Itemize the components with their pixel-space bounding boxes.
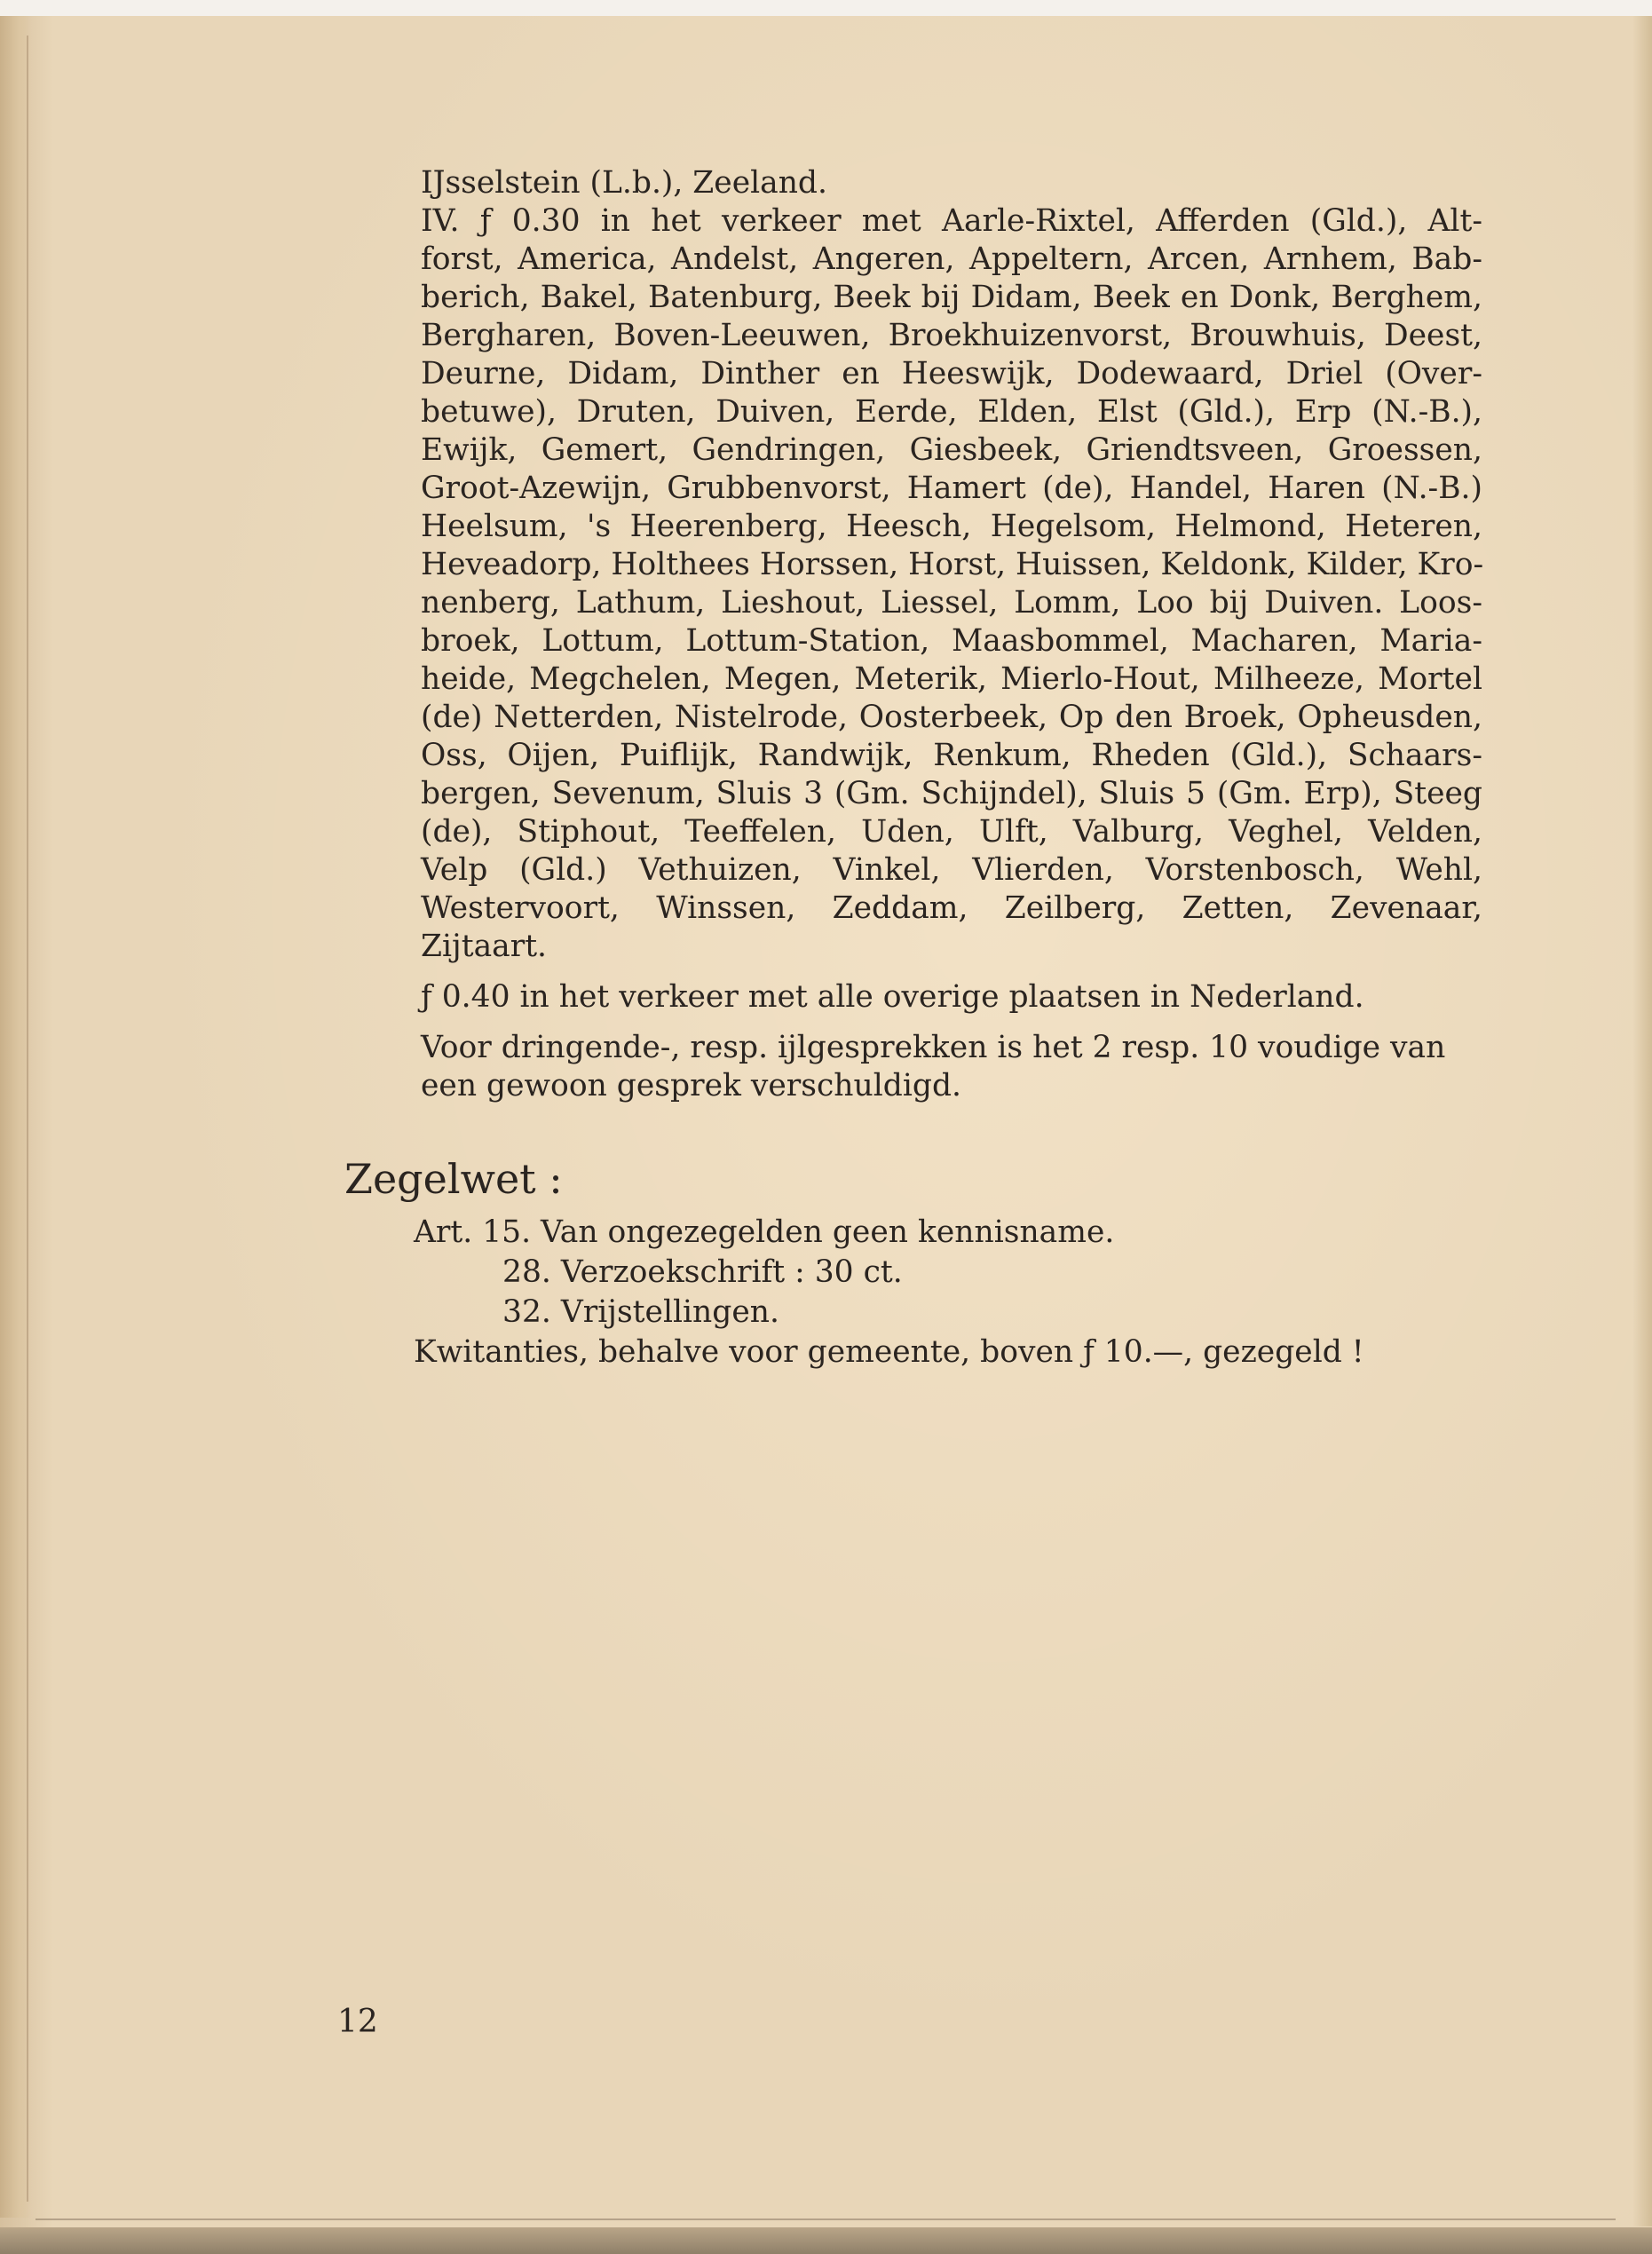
text-line: ƒ 0.40 in het verkeer met alle overige plaatsen in Nederland. [421,979,1364,1015]
text-line: IV. ƒ 0.30 in het verkeer met Aarle-Rixtel, Afferden (Gld.), Alt- [421,203,1482,239]
page-number: 12 [337,2004,378,2040]
text-line: (de), Stiphout, Teeffelen, Uden, Ulft, Valburg, Veghel, Velden, [421,814,1482,850]
binding-crease [27,36,28,2202]
text-line: berich, Bakel, Batenburg, Beek bij Didam, Beek en Donk, Berghem, [421,280,1482,315]
rates-section [421,164,1482,1105]
place-list [421,164,1482,966]
text-line: Heveadorp, Holthees Horssen, Horst, Huissen, Keldonk, Kilder, Kro- [421,547,1484,582]
other-places-paragraph [421,978,1482,1016]
scan-top-margin [0,0,1652,16]
text-line: forst, America, Andelst, Angeren, Appeltern, Arcen, Arnhem, Bab- [421,241,1482,277]
text-line: heide, Megchelen, Megen, Meterik, Mierlo-Hout, Milheeze, Mortel [421,661,1482,697]
text-line: Ewijk, Gemert, Gendringen, Giesbeek, Griendtsveen, Groessen, [421,432,1482,468]
text-line: broek, Lottum, Lottum-Station, Maasbommel, Macharen, Maria- [421,623,1482,659]
article-line: 32. Vrijstellingen. [502,1294,779,1330]
zegelwet-articles [414,1213,1479,1372]
text-line: nenberg, Lathum, Lieshout, Liessel, Lomm, Loo bij Duiven. Loos- [421,585,1482,621]
text-line: Westervoort, Winssen, Zeddam, Zeilberg, Zetten, Zevenaar, [421,890,1482,926]
page-bottom-crease [36,2218,1616,2220]
text-line: Velp (Gld.) Vethuizen, Vinkel, Vlierden, Vorstenbosch, Wehl, [421,852,1482,888]
text-line: Deurne, Didam, Dinther en Heeswijk, Dodewaard, Driel (Over- [421,356,1482,391]
text-line: een gewoon gesprek verschuldigd. [421,1068,962,1103]
urgent-calls-paragraph [421,1029,1482,1105]
text-line: bergen, Sevenum, Sluis 3 (Gm. Schijndel), Sluis 5 (Gm. Erp), Steeg [421,776,1482,811]
text-line: Groot-Azewijn, Grubbenvorst, Hamert (de), Handel, Haren (N.-B.) [421,471,1482,506]
zegelwet-heading: Zegelwet : [344,1155,563,1203]
text-line: Voor dringende-, resp. ijlgesprekken is het 2 resp. 10 voudige van [421,1030,1446,1065]
text-line: IJsselstein (L.b.), Zeeland. [421,165,827,201]
page-right-edge [1632,16,1652,2226]
page-bottom-edge [0,2227,1652,2254]
article-line: Art. 15. Van ongezegelden geen kennisname. [414,1214,1115,1250]
text-line: Oss, Oijen, Puiflijk, Randwijk, Renkum, Rheden (Gld.), Schaars- [421,738,1482,773]
article-line: 28. Verzoekschrift : 30 ct. [502,1254,903,1290]
receipts-note: Kwitanties, behalve voor gemeente, boven ƒ 10.—, gezegeld ! [414,1334,1364,1370]
text-line: betuwe), Druten, Duiven, Eerde, Elden, Elst (Gld.), Erp (N.-B.), [421,394,1482,430]
text-line: Bergharen, Boven-Leeuwen, Broekhuizenvorst, Brouwhuis, Deest, [421,318,1482,353]
text-line: Zijtaart. [421,929,548,964]
text-line: Heelsum, 's Heerenberg, Heesch, Hegelsom, Helmond, Heteren, [421,509,1482,544]
text-line: (de) Netterden, Nistelrode, Oosterbeek, Op den Broek, Opheusden, [421,700,1482,735]
